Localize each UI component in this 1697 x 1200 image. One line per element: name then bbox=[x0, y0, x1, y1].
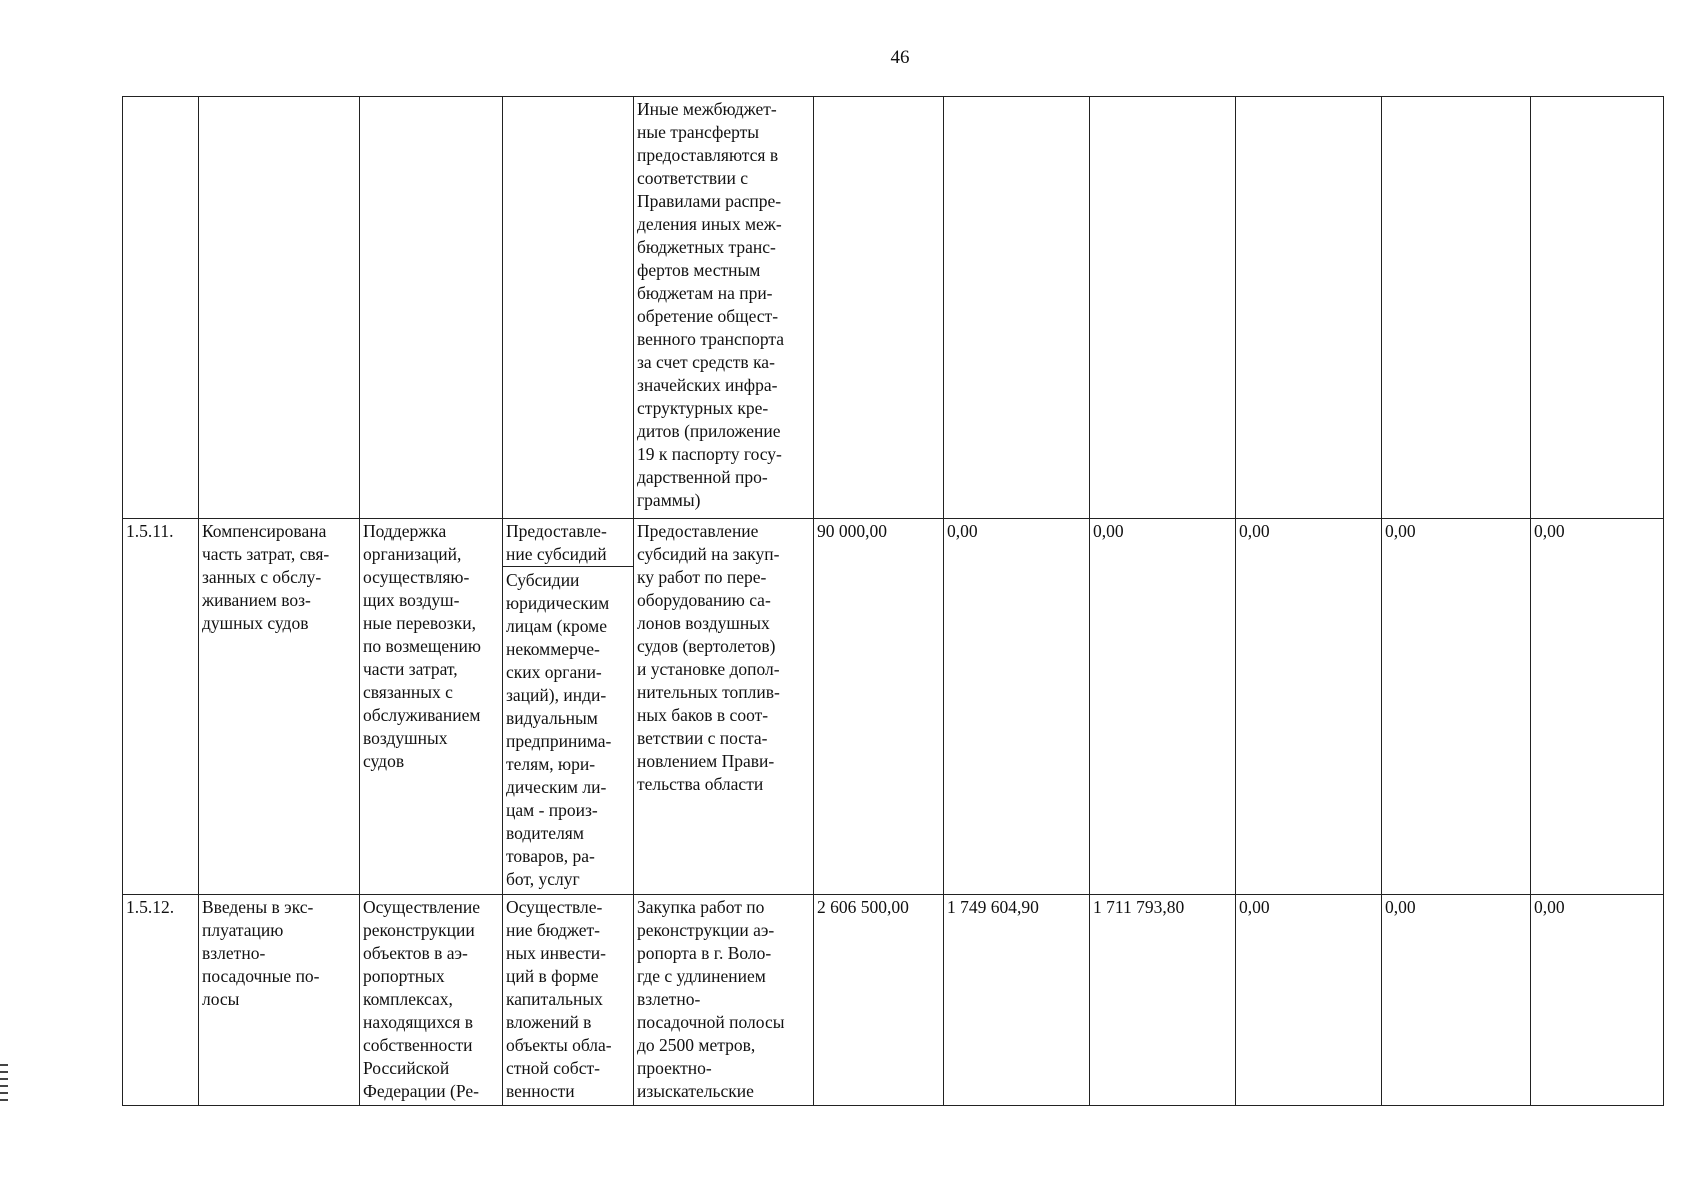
cell-value: 0,00 bbox=[1531, 519, 1664, 895]
cell-description: Предоставление субсидий на закуп- ку работ по пере- оборудованию са- лонов воздушных судов (вертолетов) и установке допол- нительных топлив- ных баков в соот- ветствии с поста- новлением Прави- тельства области bbox=[634, 519, 814, 895]
cell-value: 1 749 604,90 bbox=[944, 895, 1090, 1106]
cell-value bbox=[814, 97, 944, 519]
table-row bbox=[123, 895, 1664, 1106]
table-row bbox=[123, 519, 1664, 895]
cell-event: Поддержка организаций, осуществляю- щих воздуш- ные перевозки, по возмещению части затрат, связанных с обслуживанием воздушных судов bbox=[360, 519, 503, 895]
mechanism-text: Субсидии юридическим лицам (кроме некоммерче- ских органи- заций), инди- видуальным предпринима- телям, юри- дическим ли- цам - произ- водителям товаров, ра- бот, услуг bbox=[506, 570, 612, 889]
cell-number: 1.5.12. bbox=[123, 895, 199, 1106]
cell-value: 0,00 bbox=[1531, 895, 1664, 1106]
cell-value: 90 000,00 bbox=[814, 519, 944, 895]
page-number: 46 bbox=[890, 47, 910, 68]
cell-value: 0,00 bbox=[1382, 519, 1531, 895]
cell-value: 0,00 bbox=[1236, 895, 1382, 1106]
cell-value: 1 711 793,80 bbox=[1090, 895, 1236, 1106]
cell-mechanism bbox=[503, 97, 634, 519]
cell-number: 1.5.11. bbox=[123, 519, 199, 895]
cell-value: 0,00 bbox=[944, 519, 1090, 895]
cell-value bbox=[1236, 97, 1382, 519]
mechanism-heading: Предоставле- ние субсидий bbox=[503, 520, 633, 567]
cell-value: 0,00 bbox=[1236, 519, 1382, 895]
cell-event bbox=[360, 97, 503, 519]
cell-description: Закупка работ по реконструкции аэ- ропорта в г. Воло- где с удлинением взлетно- посадочной полосы до 2500 метров, проектно- изыскательские bbox=[634, 895, 814, 1106]
cell-value: 0,00 bbox=[1090, 519, 1236, 895]
cell-mechanism: Осуществле- ние бюджет- ных инвести- ций в форме капитальных вложений в объекты обла- стной собст- венности bbox=[503, 895, 634, 1106]
cell-value: 2 606 500,00 bbox=[814, 895, 944, 1106]
cell-number bbox=[123, 97, 199, 519]
cell-result: Компенсирована часть затрат, свя- занных с обслу- живанием воз- душных судов bbox=[199, 519, 360, 895]
table-row bbox=[123, 97, 1664, 519]
cell-event: Осуществление реконструкции объектов в аэ- ропортных комплексах, находящихся в собственности Российской Федерации (Ре- bbox=[360, 895, 503, 1106]
cell-mechanism bbox=[503, 519, 634, 895]
program-table bbox=[122, 96, 1664, 1106]
cell-description: Иные межбюджет- ные трансферты предоставляются в соответствии с Правилами распре- деления иных меж- бюджетных транс- фертов местным бюджетам на при- обретение общест- венного транспорта за счет средств ка- значейских инфра- структурных кре- дитов (приложение 19 к паспорту госу- дарственной про- граммы) bbox=[634, 97, 814, 519]
cell-value bbox=[944, 97, 1090, 519]
cell-result: Введены в экс- плуатацию взлетно- посадочные по- лосы bbox=[199, 895, 360, 1106]
cell-result bbox=[199, 97, 360, 519]
cell-value bbox=[1382, 97, 1531, 519]
scan-margin-mark bbox=[0, 1064, 8, 1104]
cell-value bbox=[1531, 97, 1664, 519]
cell-value: 0,00 bbox=[1382, 895, 1531, 1106]
cell-value bbox=[1090, 97, 1236, 519]
